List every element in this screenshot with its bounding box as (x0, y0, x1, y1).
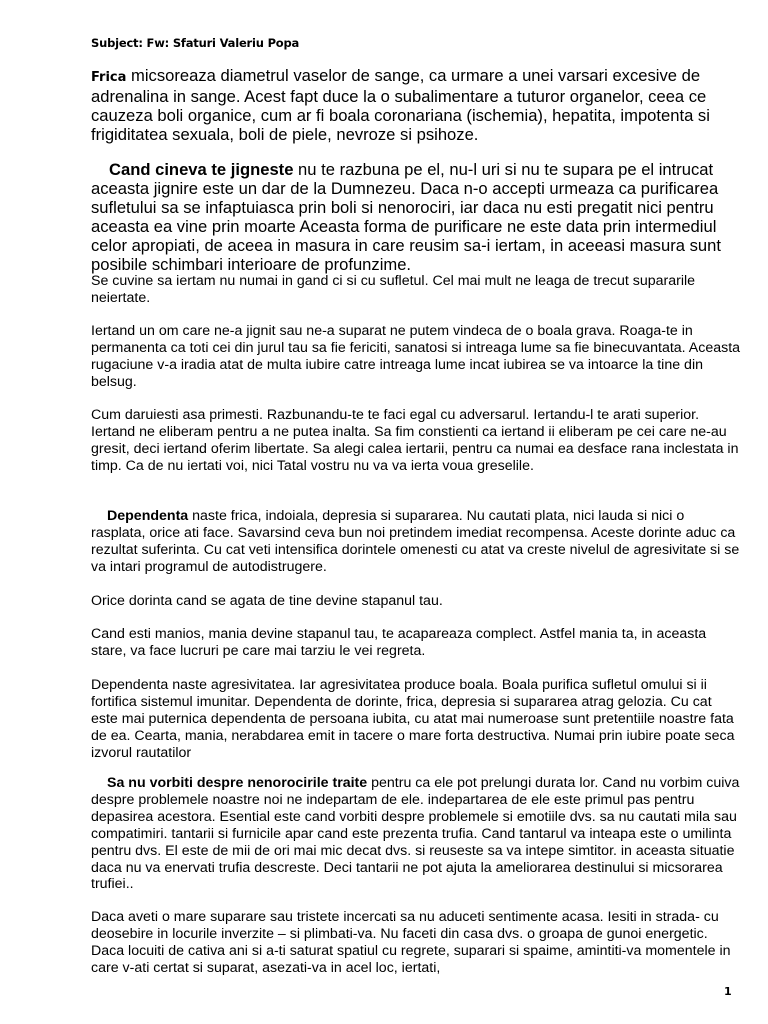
paragraph-jigneste (91, 160, 741, 274)
paragraph-text: Dependenta naste agresivitatea. Iar agresivitatea produce boala. Boala purifica sufletul omului si ii fortifica sistemul imunitar. Dependenta de dorinte, frica, depresia si supararea atrag gelozia. Cu cat este mai puternica dependenta de persoana iubita, cu atat mai numeroase sunt pretentiile noastre fata de ea. Cearta, mania, nerabdarea emit in tacere o mare forta destructiva. Numai prin iubire poate seca izvorul rautatilor (91, 677, 735, 761)
page-number: 1 (724, 985, 732, 998)
lead-term-frica: Frica (91, 70, 127, 85)
lead-term-jigneste: Cand cineva te jigneste (109, 160, 294, 179)
paragraph-text: Orice dorinta cand se agata de tine devine stapanul tau. (91, 593, 443, 609)
paragraph-agresivitate (91, 677, 741, 762)
paragraph-text: Se cuvine sa iertam nu numai in gand ci si cu sufletul. Cel mai mult ne leaga de trecut supararile neiertate. (91, 273, 696, 306)
paragraph-text: nu te razbuna pe el, nu-l uri si nu te supara pe el intrucat aceasta jignire este un dar de la Dumnezeu. Daca n-o accepti urmeaza ca purificarea sufletului sa se infaptuiasca prin boli si nenorociri, iar daca nu esti pregatit nici pentru aceasta ea vine prin moarte Aceasta forma de purificare ne este data prin intermediul celor apropiati, de aceea in masura in care reusim sa-i iertam, in aceeasi masura sunt posibile schimbari interioare de profunzime. (91, 160, 721, 274)
paragraph-text: Iertand un om care ne-a jignit sau ne-a suparat ne putem vindeca de o boala grava. Roaga-te in permanenta ca toti cei din jurul tau sa fie fericiti, sanatosi si intreaga lume sa fie binecuvantata. Aceasta rugaciune v-a iradia atat de multa iubire catre intreaga lume incat iubirea se va intoarce la tine din belsug. (91, 323, 741, 390)
paragraph-text: Daca aveti o mare suparare sau tristete incercati sa nu aduceti sentimente acasa. Iesiti in strada- cu deosebire in locurile inverzite – si plimbati-va. Nu faceti din casa dvs. o groapa de gunoi energetic. Daca locuiti de cativa ani si a-ti saturat spatiul cu regrete, suparari si spaime, amintiti-va momentele in care v-ati certat si suparat, asezati-va in acel loc, iertati, (91, 909, 731, 976)
paragraph-mania (91, 626, 741, 660)
paragraph-text: Cum daruiesti asa primesti. Razbunandu-te te faci egal cu adversarul. Iertandu-l te arati superior. Iertand ne eliberam pentru a ne putea inalta. Sa fim constienti ca iertand ii eliberam pe cei care ne-au gresit, deci iertand oferim libertate. Sa alegi calea iertarii, pentru ca numai ea desface rana inclestata in timp. Ca de nu iertati voi, nici Tatal vostru nu va va ierta voua greselile. (91, 407, 739, 474)
paragraph-text: naste frica, indoiala, depresia si supararea. Nu cautati plata, nici lauda si nici o rasplata, orice ati face. Savarsind ceva bun noi pretindem imediat recompensa. Aceste dorinte aduc ca rezultat suferinta. Cu cat veti intensifica dorintele omenesti cu atat va creste nivelul de agresivitate si se va intari programul de autodistrugere. (91, 508, 740, 575)
paragraph-iertare (91, 273, 741, 307)
lead-term-dependenta: Dependenta (107, 508, 189, 524)
paragraph-text: pentru ca ele pot prelungi durata lor. Cand nu vorbim cuiva despre problemele noastre noi ne indepartam de ele. indepartarea de ele este primul pas pentru depasirea acestora. Esential este cand vorbiti despre problemele si emotiile dvs. sa nu cautati mila sau compatimiri. tantarii si furnicile apar cand este prezenta trufia. Cand tantarul va inteapa este o umilinta pentru dvs. El este de mii de ori mai mic decat dvs. si reuseste sa va intepe simtitor. in aceasta situatie daca nu va enervati trufia descreste. Deci tantarii ne pot ajuta la ameliorarea destinului si micsorarea trufiei.. (91, 775, 740, 893)
paragraph-nenorociri (91, 775, 741, 893)
paragraph-dorinta (91, 593, 741, 610)
paragraph-iertand (91, 323, 741, 391)
paragraph-daruiesti (91, 407, 741, 475)
paragraph-suparare (91, 909, 741, 977)
paragraph-text: micsoreaza diametrul vaselor de sange, ca urmare a unei varsari excesive de adrenalina in sange. Acest fapt duce la o subalimentare a tuturor organelor, ceea ce cauzeza boli organice, cum ar fi boala coronariana (ischemia), hepatita, impotenta si frigiditatea sexuala, boli de piele, nevroze si psihoze. (91, 66, 710, 144)
email-subject: Subject: Fw: Sfaturi Valeriu Popa (91, 36, 300, 50)
paragraph-frica (91, 66, 741, 144)
lead-term-nenorociri: Sa nu vorbiti despre nenorocirile traite (107, 775, 368, 791)
paragraph-text: Cand esti manios, mania devine stapanul tau, te acapareaza complect. Astfel mania ta, in aceasta stare, va face lucruri pe care mai tarziu le vei regreta. (91, 626, 707, 659)
paragraph-dependenta (91, 508, 741, 576)
